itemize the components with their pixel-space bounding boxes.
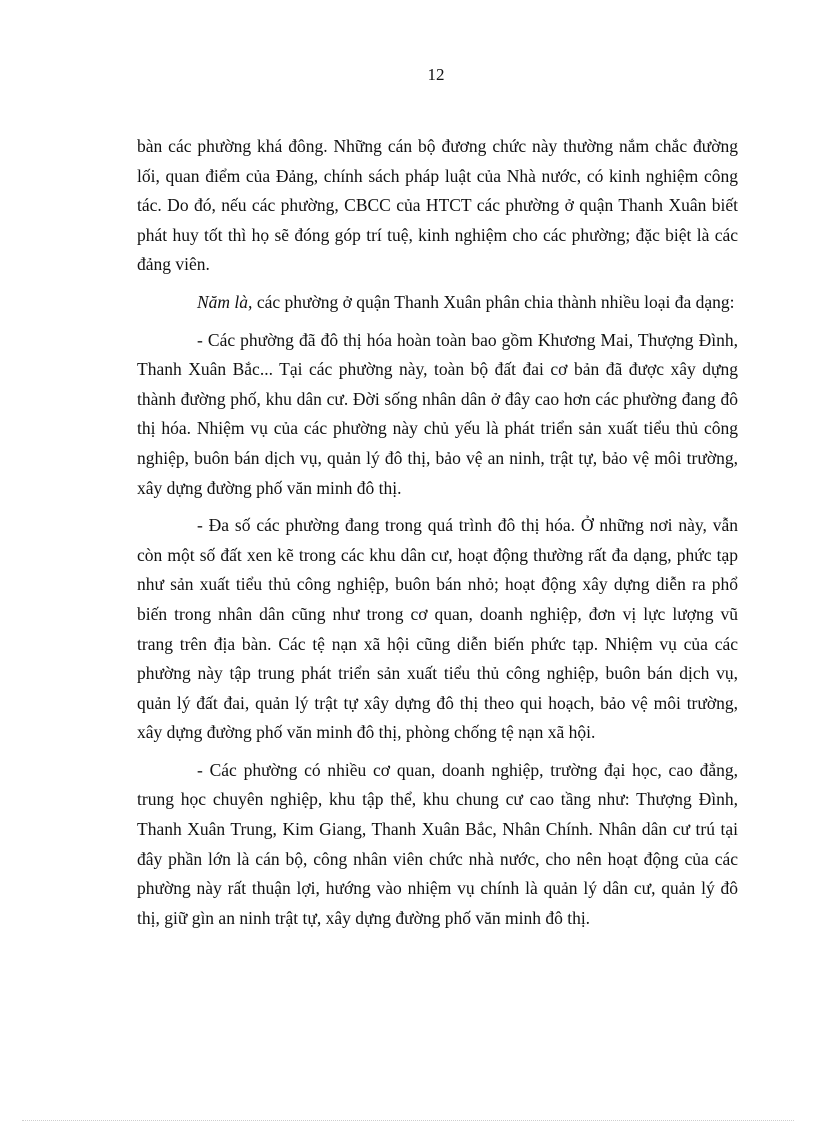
paragraph-3-fully-urbanized: - Các phường đã đô thị hóa hoàn toàn bao gồm Khương Mai, Thượng Đình, Thanh Xuân Bắc... Tại các phường này, toàn bộ đất đai cơ bản đã được xây dựng thành đường phố, khu dân cư. Đời sống nhân dân ở đây cao hơn các phường đang đô thị hóa. Nhiệm vụ của các phường này chủ yếu là phát triển sản xuất tiểu thủ công nghiệp, buôn bán dịch vụ, quản lý đô thị, bảo vệ an ninh, trật tự, bảo vệ môi trường, xây dựng đường phố văn minh đô thị. <box>137 329 738 498</box>
paragraph-5-institutional: - Các phường có nhiều cơ quan, doanh nghiệp, trường đại học, cao đẳng, trung học chuyên nghiệp, khu tập thể, khu chung cư cao tầng như: Thượng Đình, Thanh Xuân Trung, Kim Giang, Thanh Xuân Bắc, Nhân Chính. Nhân dân cư trú tại đây phần lớn là cán bộ, công nhân viên chức nhà nước, cho nên hoạt động của các phường này rất thuận lợi, hướng vào nhiệm vụ chính là quản lý dân cư, quản lý đô thị, giữ gìn an ninh trật tự, xây dựng đường phố văn minh đô thị. <box>137 759 738 928</box>
document-body <box>137 132 738 941</box>
paragraph-1-continuation: bàn các phường khá đông. Những cán bộ đương chức này thường nắm chắc đường lối, quan điểm của Đảng, chính sách pháp luật của Nhà nước, có kinh nghiệm công tác. Do đó, nếu các phường, CBCC của HTCT các phường ở quận Thanh Xuân biết phát huy tốt thì họ sẽ đóng góp trí tuệ, kinh nghiệm cho các phường; đặc biệt là các đảng viên. <box>137 136 738 275</box>
paragraph-lead-italic: Năm là, <box>197 291 253 312</box>
paragraph-2-text: các phường ở quận Thanh Xuân phân chia thành nhiều loại đa dạng: <box>252 291 735 312</box>
page-bottom-rule <box>22 1120 794 1121</box>
page-number: 12 <box>427 65 445 84</box>
paragraph-4-urbanizing: - Đa số các phường đang trong quá trình đô thị hóa. Ở những nơi này, vẫn còn một số đất xen kẽ trong các khu dân cư, hoạt động thường rất đa dạng, phức tạp như sản xuất tiểu thủ công nghiệp, buôn bán nhỏ; hoạt động xây dựng diễn ra phổ biến trong nhân dân cũng như trong cơ quan, doanh nghiệp, đơn vị lực lượng vũ trang trên địa bàn. Các tệ nạn xã hội cũng diễn biến phức tạp. Nhiệm vụ của các phường này tập trung phát triển sản xuất tiểu thủ công nghiệp, buôn bán dịch vụ, quản lý đất đai, quản lý trật tự xây dựng đô thị theo qui hoạch, bảo vệ môi trường, xây dựng đường phố văn minh đô thị, phòng chống tệ nạn xã hội. <box>137 515 738 743</box>
paragraph-2-nam-la <box>137 288 738 318</box>
